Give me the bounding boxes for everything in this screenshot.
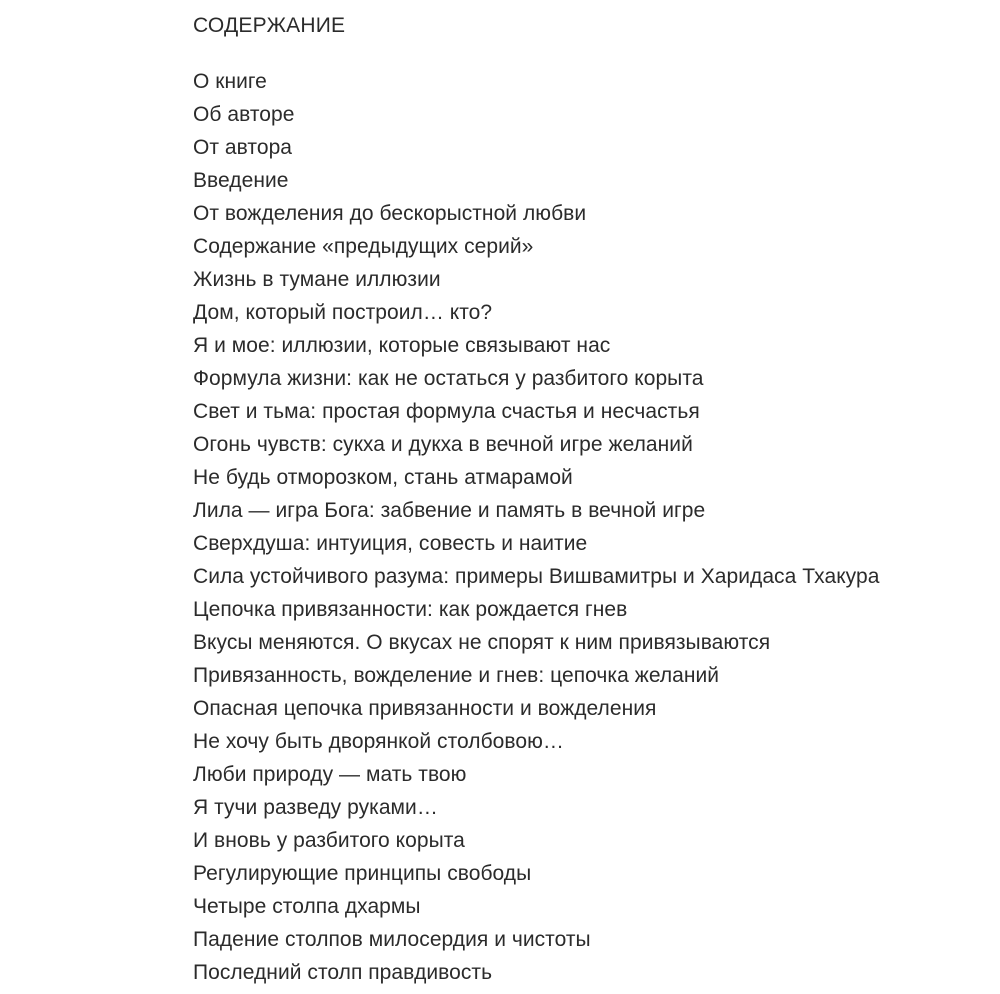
toc-item[interactable]: Не будь отморозком, стань атмарамой [193,466,573,489]
toc-item[interactable]: Дом, который построил… кто? [193,301,493,324]
toc-item[interactable]: Привязанность, вожделение и гнев: цепочка желаний [193,664,720,687]
toc-item[interactable]: Падение столпов милосердия и чистоты [193,928,591,951]
toc-heading: СОДЕРЖАНИЕ [193,14,346,37]
toc-item[interactable]: Я и мое: иллюзии, которые связывают нас [193,334,611,357]
toc-list [193,68,879,992]
toc-item[interactable]: Опасная цепочка привязанности и вожделения [193,697,657,720]
toc-item[interactable]: Содержание «предыдущих серий» [193,235,534,258]
toc-item[interactable]: Лила — игра Бога: забвение и память в вечной игре [193,499,706,522]
toc-item[interactable]: Сверхдуша: интуиция, совесть и наитие [193,532,588,555]
toc-item[interactable]: Формула жизни: как не остаться у разбитого корыта [193,367,704,390]
toc-item[interactable]: И вновь у разбитого корыта [193,829,465,852]
toc-item[interactable]: Вкусы меняются. О вкусах не спорят к ним привязываются [193,631,771,654]
toc-item[interactable]: От автора [193,136,293,159]
toc-item[interactable]: Четыре столпа дхармы [193,895,421,918]
toc-item[interactable]: Жизнь в тумане иллюзии [193,268,441,291]
toc-item[interactable]: Цепочка привязанности: как рождается гнев [193,598,628,621]
toc-item[interactable]: Я тучи разведу руками… [193,796,438,819]
toc-item[interactable]: Свет и тьма: простая формула счастья и несчастья [193,400,700,423]
toc-item[interactable]: Введение [193,169,289,192]
toc-item[interactable]: Об авторе [193,103,295,126]
toc-item[interactable]: Огонь чувств: сукха и дукха в вечной игре желаний [193,433,693,456]
toc-item[interactable]: Не хочу быть дворянкой столбовою… [193,730,564,753]
toc-item[interactable]: Сила устойчивого разума: примеры Вишвамитры и Харидаса Тхакура [193,565,880,588]
toc-item[interactable]: От вожделения до бескорыстной любви [193,202,587,225]
toc-item[interactable]: Последний столп правдивость [193,961,493,984]
toc-item[interactable]: Регулирующие принципы свободы [193,862,532,885]
toc-item[interactable]: Люби природу — мать твою [193,763,467,786]
toc-item[interactable]: О книге [193,70,267,93]
